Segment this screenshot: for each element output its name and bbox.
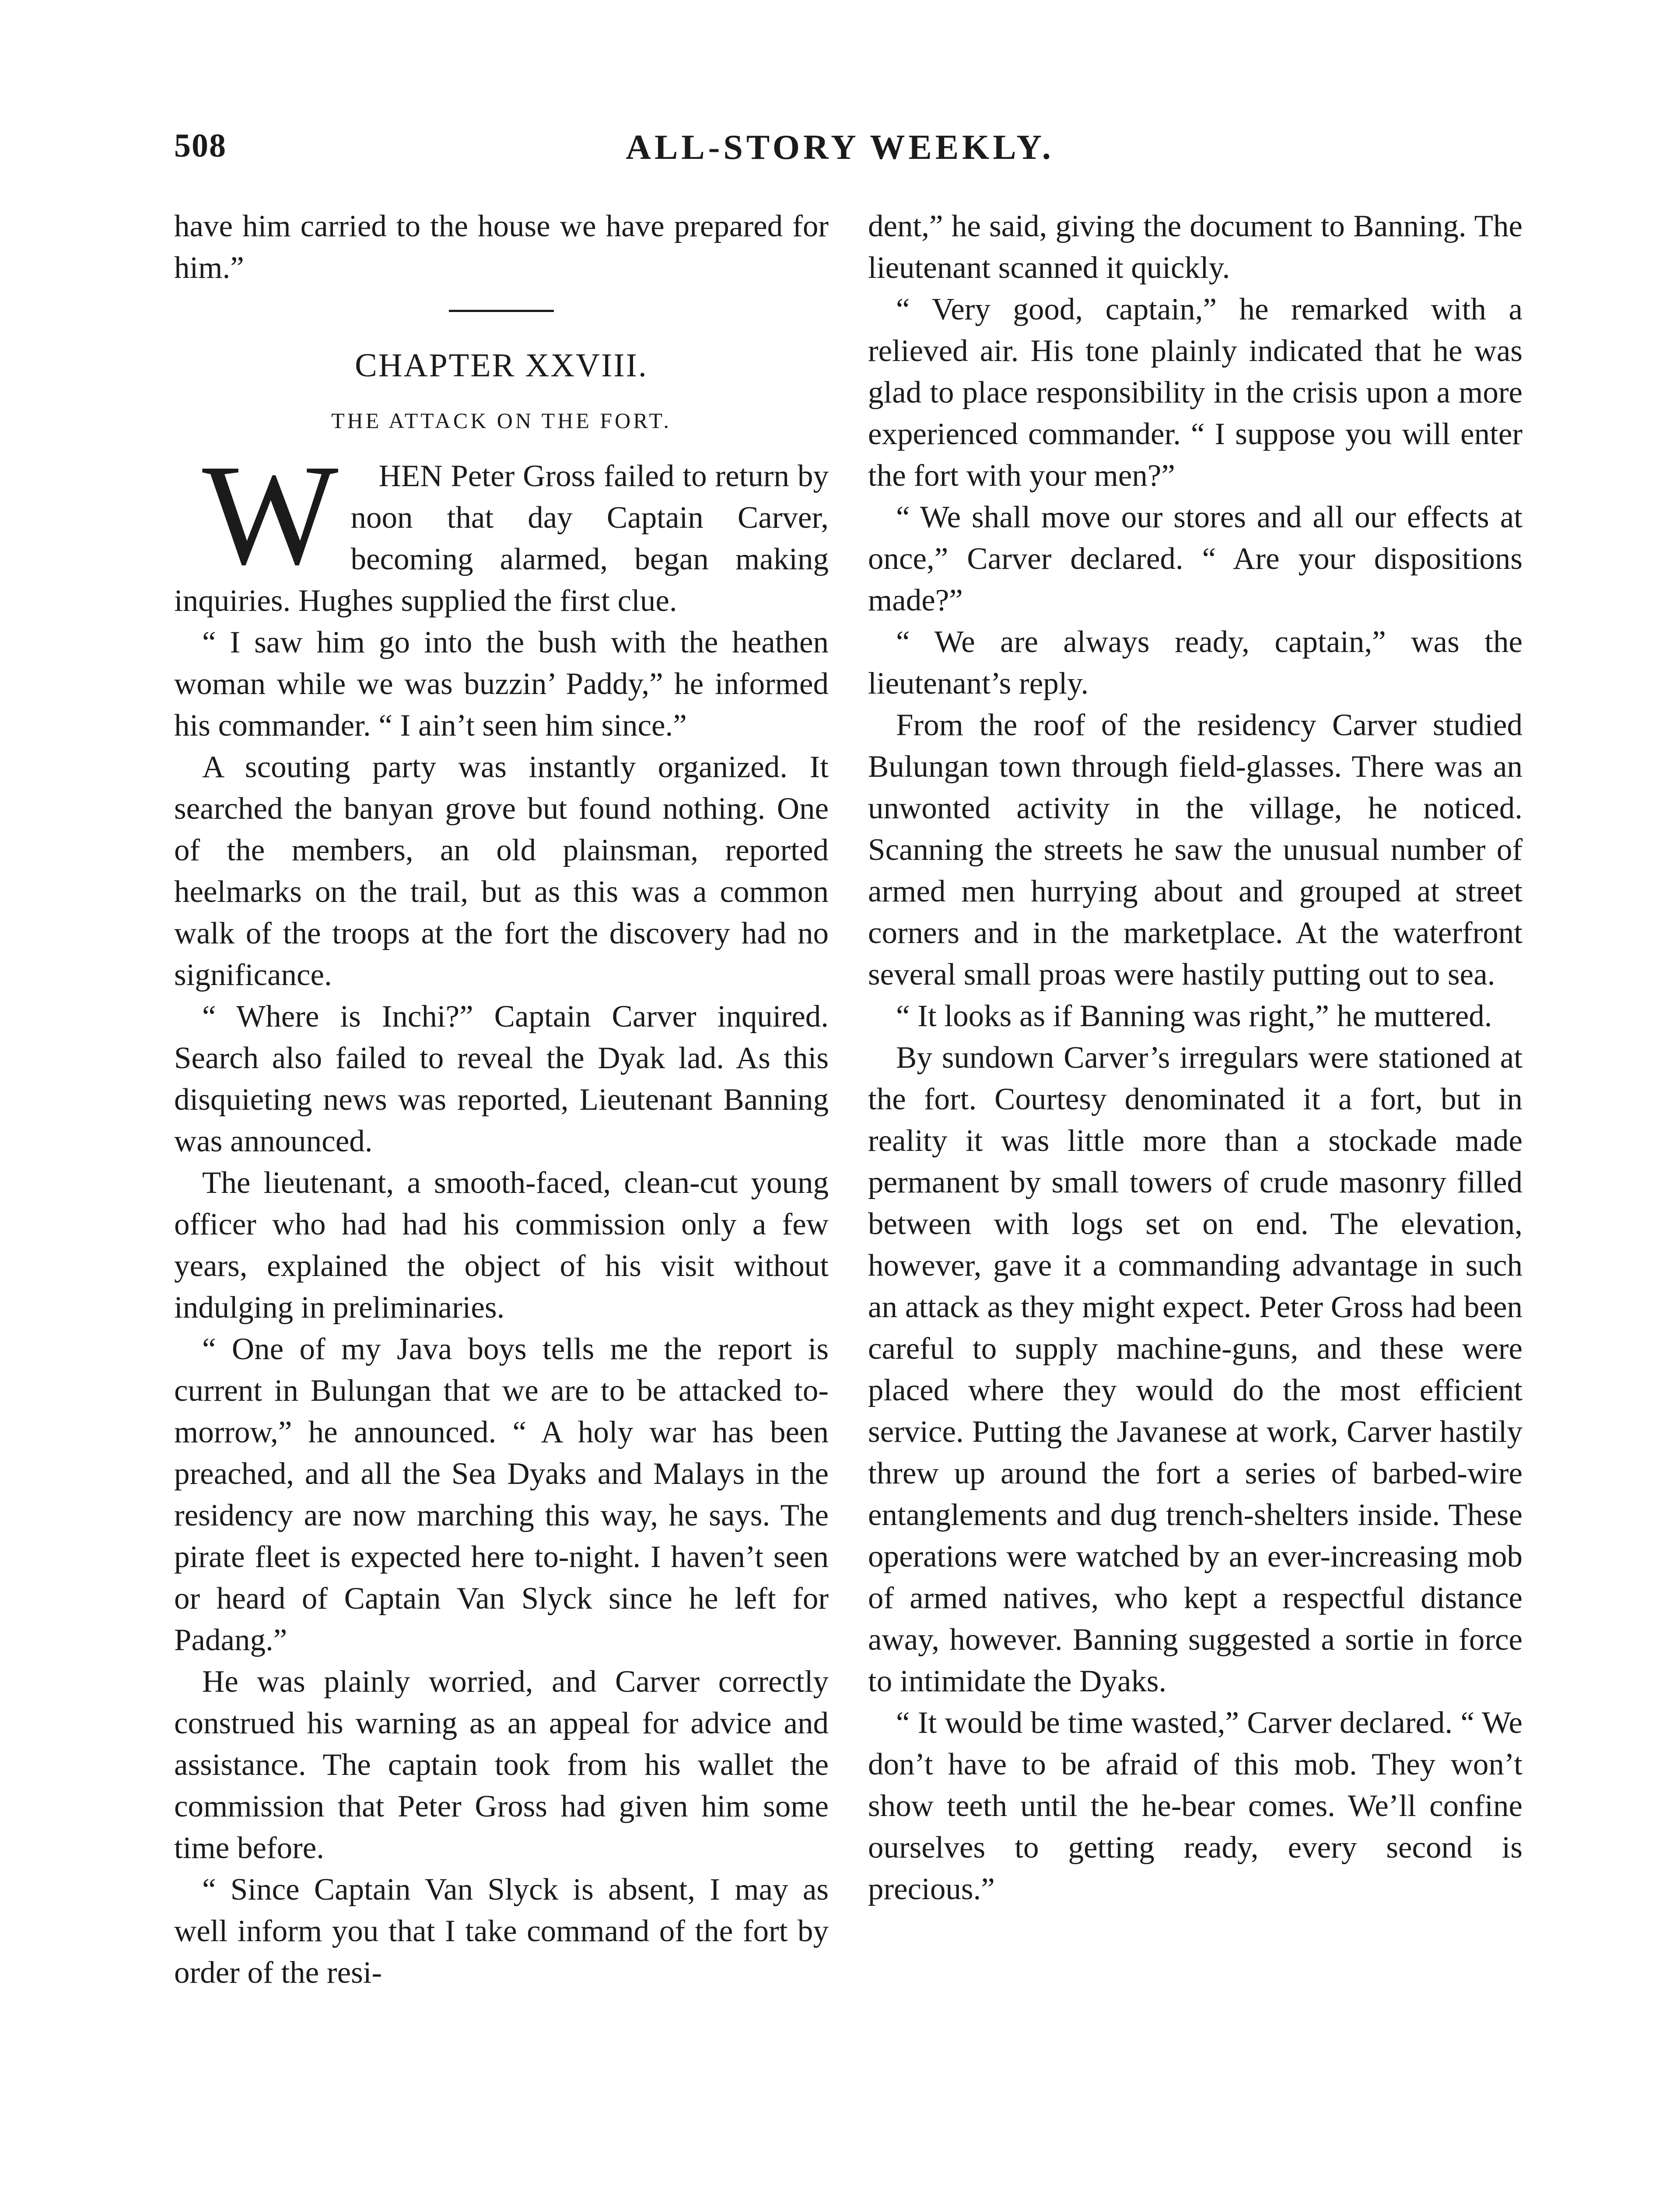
paragraph: “ One of my Java boys tells me the report is current in Bulungan that we are to be attacked to-morrow,” he announced. “ A holy war has been preached, and all the Sea Dyaks and Malays in the residency are now marching this way, he says. The pirate fleet is expected here to-night. I haven’t seen or heard of Captain Van Slyck since he left for Padang.” — [174, 1332, 829, 1657]
opening-paragraph: have him carried to the house we have prepared for him.” — [174, 209, 829, 285]
section-rule — [449, 310, 554, 312]
paragraph: A scouting party was instantly organized. It searched the banyan grove but found nothing. One of the members, an old plainsman, reported heelmarks on the trail, but as this was a common walk of the troops at the fort the discovery had no significance. — [174, 750, 829, 992]
page-number: 508 — [174, 127, 227, 164]
paragraph: The lieutenant, a smooth-faced, clean-cut young officer who had had his commission only a few years, explained the object of his visit without indulging in preliminaries. — [174, 1166, 829, 1325]
paragraph: “ Where is Inchi?” Captain Carver inquired. Search also failed to reveal the Dyak lad. As this disquieting news was reported, Lieutenant Banning was announced. — [174, 999, 829, 1158]
chapter-subtitle: THE ATTACK ON THE FORT. — [331, 408, 672, 433]
paragraph: He was plainly worried, and Carver correctly construed his warning as an appeal for advice and assistance. The captain took from his wallet the commission that Peter Gross had given him some time before. — [174, 1665, 829, 1865]
paragraph: By sundown Carver’s irregulars were stationed at the fort. Courtesy denominated it a fort, but in reality it was little more than a stockade made permanent by small towers of crude masonry filled between with logs set on end. The elevation, however, gave it a commanding advantage in such an attack as they might expect. Peter Gross had been careful to supply machine-guns, and these were placed where they would do the most efficient service. Putting the Javanese at work, Carver hastily threw up around the fort a series of barbed-wire entanglements and dug trench-shelters inside. These operations were watched by an ever-increasing mob of armed natives, who kept a respectful distance away, however. Banning suggested a sortie in force to intimidate the Dyaks. — [868, 1041, 1522, 1698]
paragraph: “ It would be time wasted,” Carver declared. “ We don’t have to be afraid of this mob. They won’t show teeth until the he-bear comes. We’ll confine ourselves to getting ready, every second is precious.” — [868, 1706, 1522, 1906]
drop-cap: W — [202, 435, 339, 595]
left-column — [174, 206, 829, 1994]
continuation-paragraph: dent,” he said, giving the document to Banning. The lieutenant scanned it quickly. — [868, 209, 1522, 285]
right-column — [868, 206, 1522, 1910]
paragraph: “ We are always ready, captain,” was the lieutenant’s reply. — [868, 625, 1522, 701]
paragraph: “ I saw him go into the bush with the heathen woman while we was buzzin’ Paddy,” he informed his commander. “ I ain’t seen him since.” — [174, 625, 829, 743]
first-paragraph-text: HEN Peter Gross failed to return by noon that day Captain Carver, becoming alarmed, began making inquiries. Hughes supplied the first clue. — [174, 459, 829, 618]
chapter-first-paragraph — [174, 435, 829, 622]
chapter-title: CHAPTER XXVIII. — [355, 347, 648, 384]
paragraph: “ We shall move our stores and all our effects at once,” Carver declared. “ Are your dispositions made?” — [868, 500, 1522, 617]
paragraph: “ It looks as if Banning was right,” he muttered. — [896, 999, 1492, 1033]
paragraph: “ Since Captain Van Slyck is absent, I may as well inform you that I take command of the fort by order of the resi- — [174, 1872, 829, 1990]
paragraph: “ Very good, captain,” he remarked with a relieved air. His tone plainly indicated that he was glad to place responsibility in the crisis upon a more experienced commander. “ I suppose you will enter the fort with your men?” — [868, 292, 1522, 493]
paragraph: From the roof of the residency Carver studied Bulungan town through field-glasses. There was an unwonted activity in the village, he noticed. Scanning the streets he saw the unusual number of armed men hurrying about and grouped at street corners and in the marketplace. At the waterfront several small proas were hastily putting out to sea. — [868, 708, 1522, 992]
running-head: ALL-STORY WEEKLY. — [626, 128, 1054, 167]
